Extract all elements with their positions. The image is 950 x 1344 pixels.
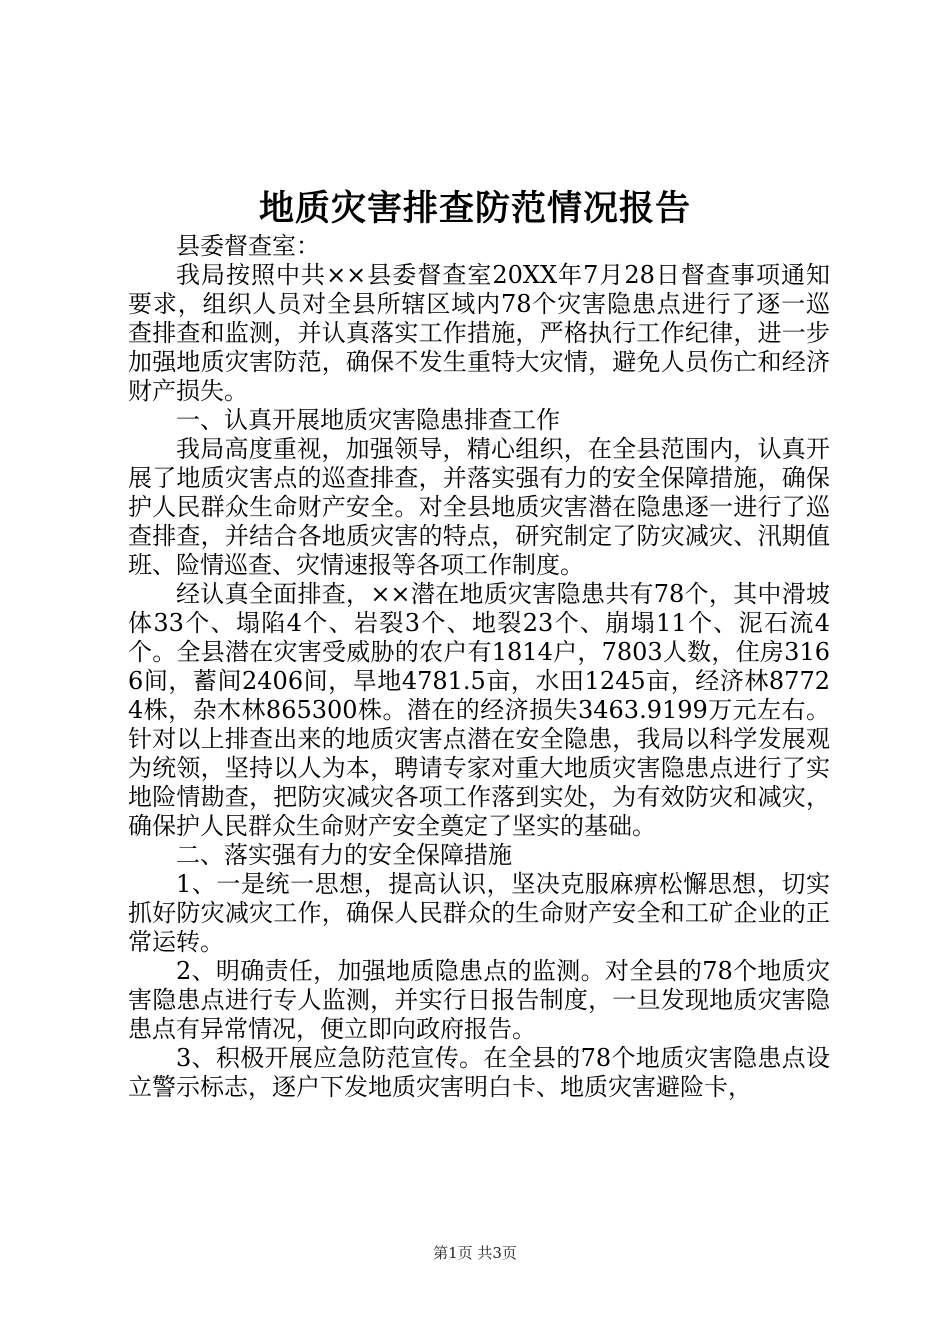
section-heading: 二、落实强有力的安全保障措施 <box>176 841 512 869</box>
paragraph: 我局按照中共××县委督查室20XX年7月28日督查事项通知要求，组织人员对全县所辖区域内78个灾害隐患点进行了逐一巡查排查和监测，并认真落实工作措施，严格执行工作纪律，进一步加强地质灾害防范，确保不发生重特大灾情，避免人员伤亡和经济财产损失。 <box>128 261 830 405</box>
paragraph: 我局高度重视，加强领导，精心组织，在全县范围内，认真开展了地质灾害点的巡查排查，并落实强有力的安全保障措施，确保护人民群众生命财产安全。对全县地质灾害潜在隐患逐一进行了巡查排查，并结合各地质灾害的特点，研究制定了防灾减灾、汛期值班、险情巡查、灾情速报等各项工作制度。 <box>128 435 830 579</box>
page-footer: 第1页 共3页 <box>433 1244 517 1262</box>
paragraph: 经认真全面排查，××潜在地质灾害隐患共有78个，其中滑坡体33个、塌陷4个、岩裂3个、地裂23个、崩塌11个、泥石流4个。全县潜在灾害受威胁的农户有1814户，7803人数，住房3166间，蓄间2406间，旱地4781.5亩，水田1245亩，经济林87724株，杂木林865300株。潜在的经济损失3463.9199万元左右。针对以上排查出来的地质灾害点潜在安全隐患，我局以科学发展观为统领，坚持以人为本，聘请专家对重大地质灾害隐患点进行了实地险情勘查，把防灾减灾各项工作落到实处，为有效防灾和减灾，确保护人民群众生命财产安全奠定了坚实的基础。 <box>128 580 830 840</box>
document-body <box>128 232 830 1102</box>
salutation: 县委督查室： <box>176 232 320 260</box>
document-title: 地质灾害排查防范情况报告 <box>258 188 691 229</box>
paragraph: 2、明确责任，加强地质隐患点的监测。对全县的78个地质灾害隐患点进行专人监测，并实行日报告制度，一旦发现地质灾害隐患点有异常情况，便立即向政府报告。 <box>128 957 830 1043</box>
section-heading: 一、认真开展地质灾害隐患排查工作 <box>176 406 560 434</box>
paragraph: 3、积极开展应急防范宣传。在全县的78个地质灾害隐患点设立警示标志，逐户下发地质灾害明白卡、地质灾害避险卡， <box>128 1044 830 1101</box>
paragraph: 1、一是统一思想，提高认识，坚决克服麻痹松懈思想，切实抓好防灾减灾工作，确保人民群众的生命财产安全和工矿企业的正常运转。 <box>128 870 830 956</box>
